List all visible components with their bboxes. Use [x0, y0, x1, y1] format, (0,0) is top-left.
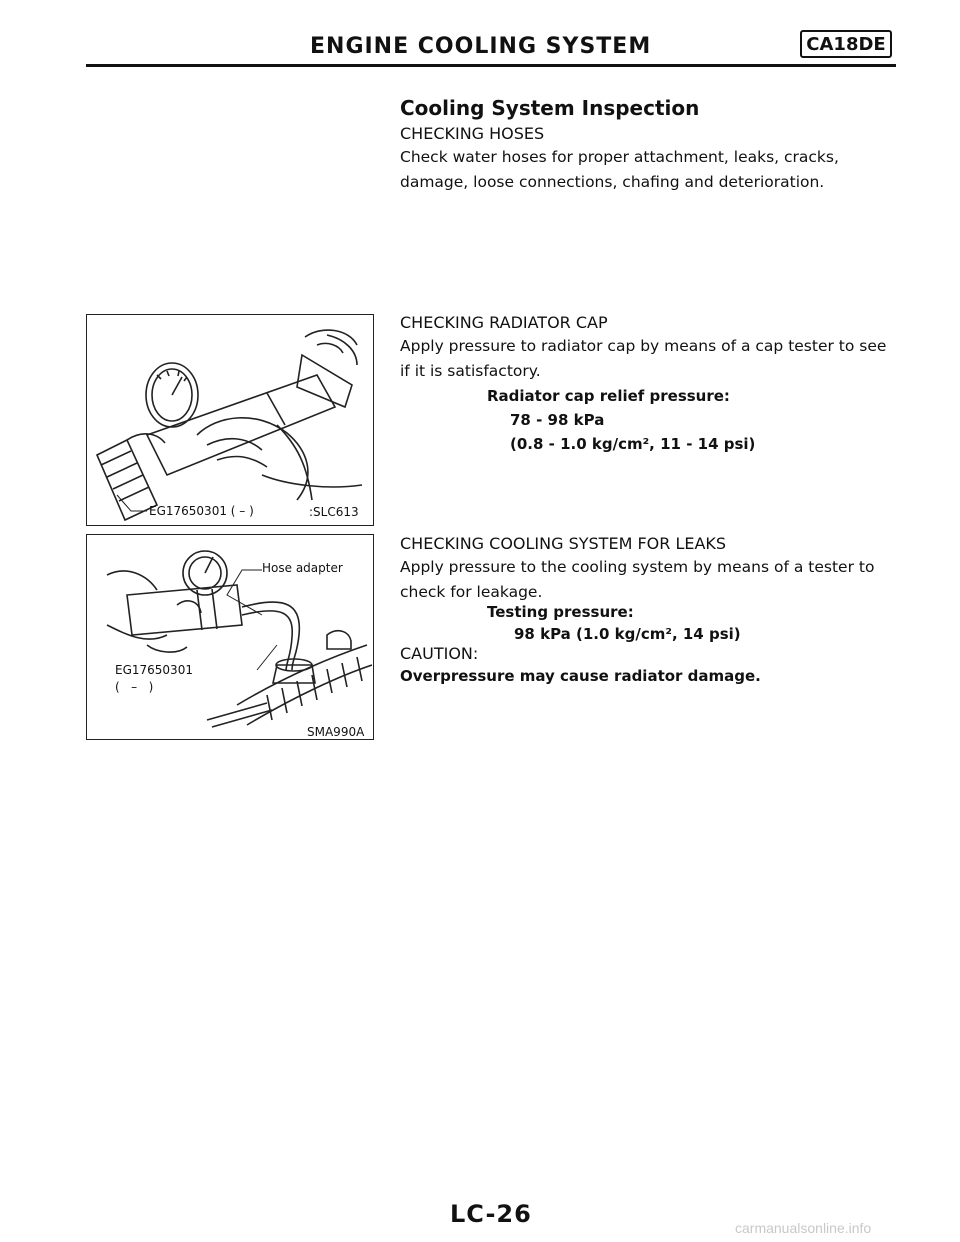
leaks-heading: CHECKING COOLING SYSTEM FOR LEAKS	[400, 534, 727, 553]
cap-tester-illustration	[87, 315, 372, 524]
section-title: Cooling System Inspection	[400, 96, 700, 120]
figure2-ref: SMA990A	[307, 725, 365, 739]
radiator-cap-spec-label: Radiator cap relief pressure:	[487, 387, 730, 405]
hoses-heading: CHECKING HOSES	[400, 124, 545, 143]
caution-text: Overpressure may cause radiator damage.	[400, 667, 761, 685]
page-number: LC-26	[450, 1200, 532, 1228]
figure2-tool-paren: ( – )	[115, 680, 154, 694]
figure2-tool-label: EG17650301	[115, 663, 193, 677]
engine-code-badge: CA18DE	[800, 30, 892, 58]
leaks-spec-label: Testing pressure:	[487, 603, 634, 621]
figure1-ref: :SLC613	[309, 505, 359, 519]
radiator-cap-text: Apply pressure to radiator cap by means of a cap tester to see if it is satisfactory.	[400, 337, 887, 380]
watermark: carmanualsonline.info	[735, 1220, 872, 1236]
radiator-cap-spec-value-2: (0.8 - 1.0 kg/cm², 11 - 14 psi)	[510, 435, 756, 453]
header-rule	[86, 64, 896, 67]
radiator-cap-spec-value-1: 78 - 98 kPa	[510, 411, 605, 429]
leaks-text: Apply pressure to the cooling system by means of a tester to check for leakage.	[400, 558, 875, 601]
caution-heading: CAUTION:	[400, 644, 479, 663]
radiator-cap-heading: CHECKING RADIATOR CAP	[400, 313, 608, 332]
figure-system-pressure-tester	[86, 534, 374, 740]
figure2-adapter-label: Hose adapter	[262, 561, 343, 575]
figure-radiator-cap-tester	[86, 314, 374, 526]
hoses-text: Check water hoses for proper attachment, leaks, cracks, damage, loose connections, chafing and deterioration.	[400, 148, 839, 191]
figure1-tool-label: EG17650301 ( – )	[149, 504, 254, 518]
page-header-title: ENGINE COOLING SYSTEM	[310, 34, 652, 59]
leaks-spec-value: 98 kPa (1.0 kg/cm², 14 psi)	[514, 625, 741, 643]
